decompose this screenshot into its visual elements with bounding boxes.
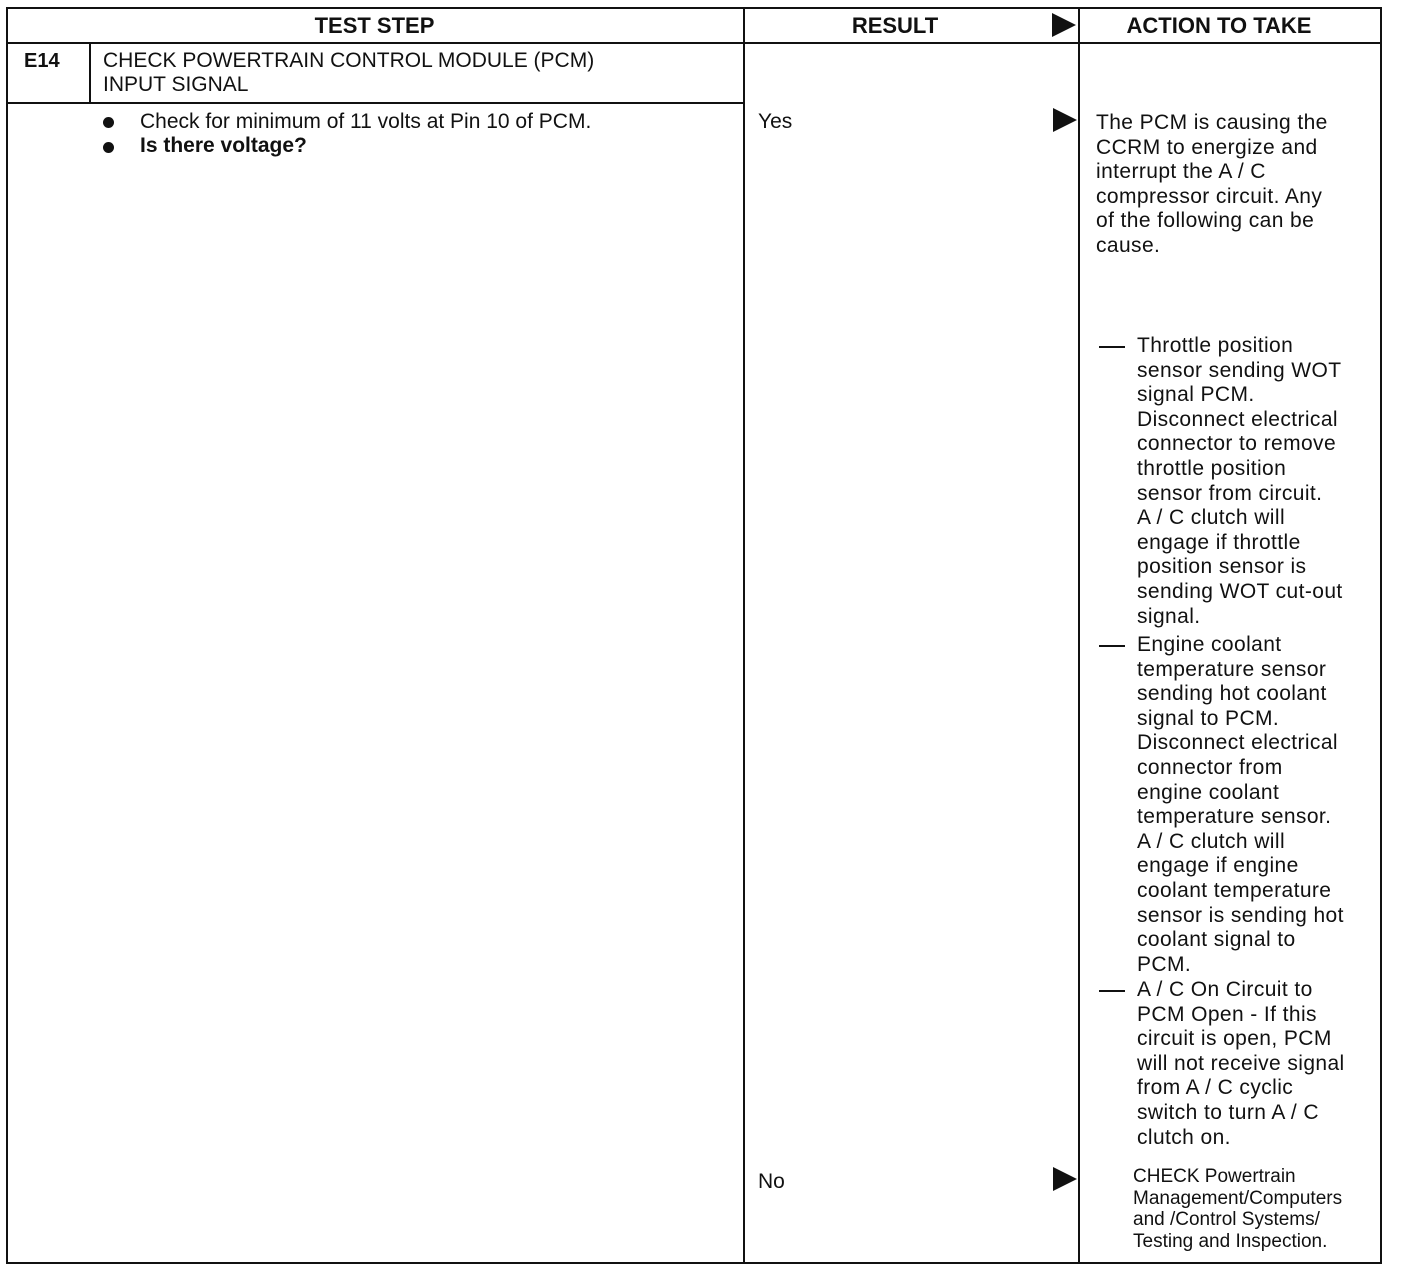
action-no-text xyxy=(1133,1166,1342,1252)
text-line: temperature sensor xyxy=(1137,657,1327,681)
table-right-border xyxy=(1380,7,1382,1264)
result-yes: Yes xyxy=(758,110,793,133)
text-line: sensor from circuit. xyxy=(1137,481,1323,505)
text-line: signal PCM. xyxy=(1137,383,1255,407)
text-line: clutch on. xyxy=(1137,1125,1231,1149)
step-id: E14 xyxy=(24,50,60,72)
result-no: No xyxy=(758,1170,785,1193)
text-line: Throttle position xyxy=(1137,334,1294,357)
text-line: Disconnect electrical xyxy=(1137,731,1338,755)
text-line: A / C clutch will xyxy=(1137,829,1286,853)
dash-icon xyxy=(1099,346,1125,348)
header-result: RESULT xyxy=(851,13,939,38)
text-line: engage if engine xyxy=(1137,854,1299,878)
text-line: Disconnect electrical xyxy=(1137,407,1338,431)
text-line: and /Control Systems/ xyxy=(1133,1209,1320,1230)
step-title-line2: INPUT SIGNAL xyxy=(103,73,249,96)
step-bullet-check: Check for minimum of 11 volts at Pin 10 of PCM. xyxy=(140,110,592,133)
text-line: Management/Computers xyxy=(1133,1187,1343,1209)
bullet-icon xyxy=(103,142,114,153)
step-title-line1: CHECK POWERTRAIN CONTROL MODULE (PCM) xyxy=(103,49,595,72)
text-line: cause. xyxy=(1096,233,1161,257)
text-line: will not receive signal xyxy=(1137,1051,1345,1075)
table-left-border xyxy=(6,7,8,1264)
step-id-divider xyxy=(89,42,91,104)
text-line: engine coolant xyxy=(1137,780,1280,804)
text-line: CCRM to energize and xyxy=(1096,135,1318,159)
dash-icon xyxy=(1099,645,1125,647)
step-bullet-question: Is there voltage? xyxy=(140,134,307,157)
text-line: A / C clutch will xyxy=(1137,506,1286,530)
text-line: sending hot coolant xyxy=(1137,682,1327,706)
text-line: signal to PCM. xyxy=(1137,706,1280,730)
text-line: engage if throttle xyxy=(1137,530,1301,554)
text-line: sending WOT cut-out xyxy=(1137,579,1343,603)
text-line: PCM Open - If this xyxy=(1137,1002,1317,1026)
text-line: temperature sensor. xyxy=(1137,805,1332,829)
text-line: of the following can be xyxy=(1096,209,1315,233)
text-line: from A / C cyclic xyxy=(1137,1076,1294,1100)
text-line: interrupt the A / C xyxy=(1096,160,1266,184)
dash-icon xyxy=(1099,990,1125,992)
table-bottom-border xyxy=(6,1262,1382,1264)
cause-throttle-sensor xyxy=(1137,334,1343,629)
cause-coolant-sensor xyxy=(1137,633,1344,977)
text-line: PCM. xyxy=(1137,952,1192,976)
text-line: CHECK Powertrain xyxy=(1133,1166,1296,1187)
column-divider-result xyxy=(743,7,745,1264)
header-arrow-icon xyxy=(1052,13,1076,37)
text-line: The PCM is causing the xyxy=(1096,111,1328,134)
action-yes-intro xyxy=(1096,111,1328,259)
text-line: Engine coolant xyxy=(1137,633,1282,656)
bullet-icon xyxy=(103,117,114,128)
text-line: coolant signal to xyxy=(1137,928,1296,952)
text-line: throttle position xyxy=(1137,456,1287,480)
text-line: sensor sending WOT xyxy=(1137,358,1342,382)
table-top-border xyxy=(6,7,1382,9)
cause-ac-circuit-open xyxy=(1137,978,1345,1150)
text-line: circuit is open, PCM xyxy=(1137,1027,1332,1051)
column-divider-action xyxy=(1078,7,1080,1264)
text-line: connector to remove xyxy=(1137,432,1337,456)
step-title-bottom-border xyxy=(6,102,745,104)
text-line: A / C On Circuit to xyxy=(1137,978,1313,1001)
text-line: signal. xyxy=(1137,604,1201,628)
text-line: connector from xyxy=(1137,755,1283,779)
yes-arrow-icon xyxy=(1053,108,1077,132)
text-line: position sensor is xyxy=(1137,555,1307,579)
header-action-to-take: ACTION TO TAKE xyxy=(1126,13,1312,38)
text-line: sensor is sending hot xyxy=(1137,903,1344,927)
header-test-step: TEST STEP xyxy=(314,13,435,38)
text-line: switch to turn A / C xyxy=(1137,1100,1319,1124)
no-arrow-icon xyxy=(1053,1167,1077,1191)
text-line: coolant temperature xyxy=(1137,878,1332,902)
text-line: Testing and Inspection. xyxy=(1133,1230,1328,1252)
header-bottom-border xyxy=(6,42,1382,44)
text-line: compressor circuit. Any xyxy=(1096,184,1323,208)
